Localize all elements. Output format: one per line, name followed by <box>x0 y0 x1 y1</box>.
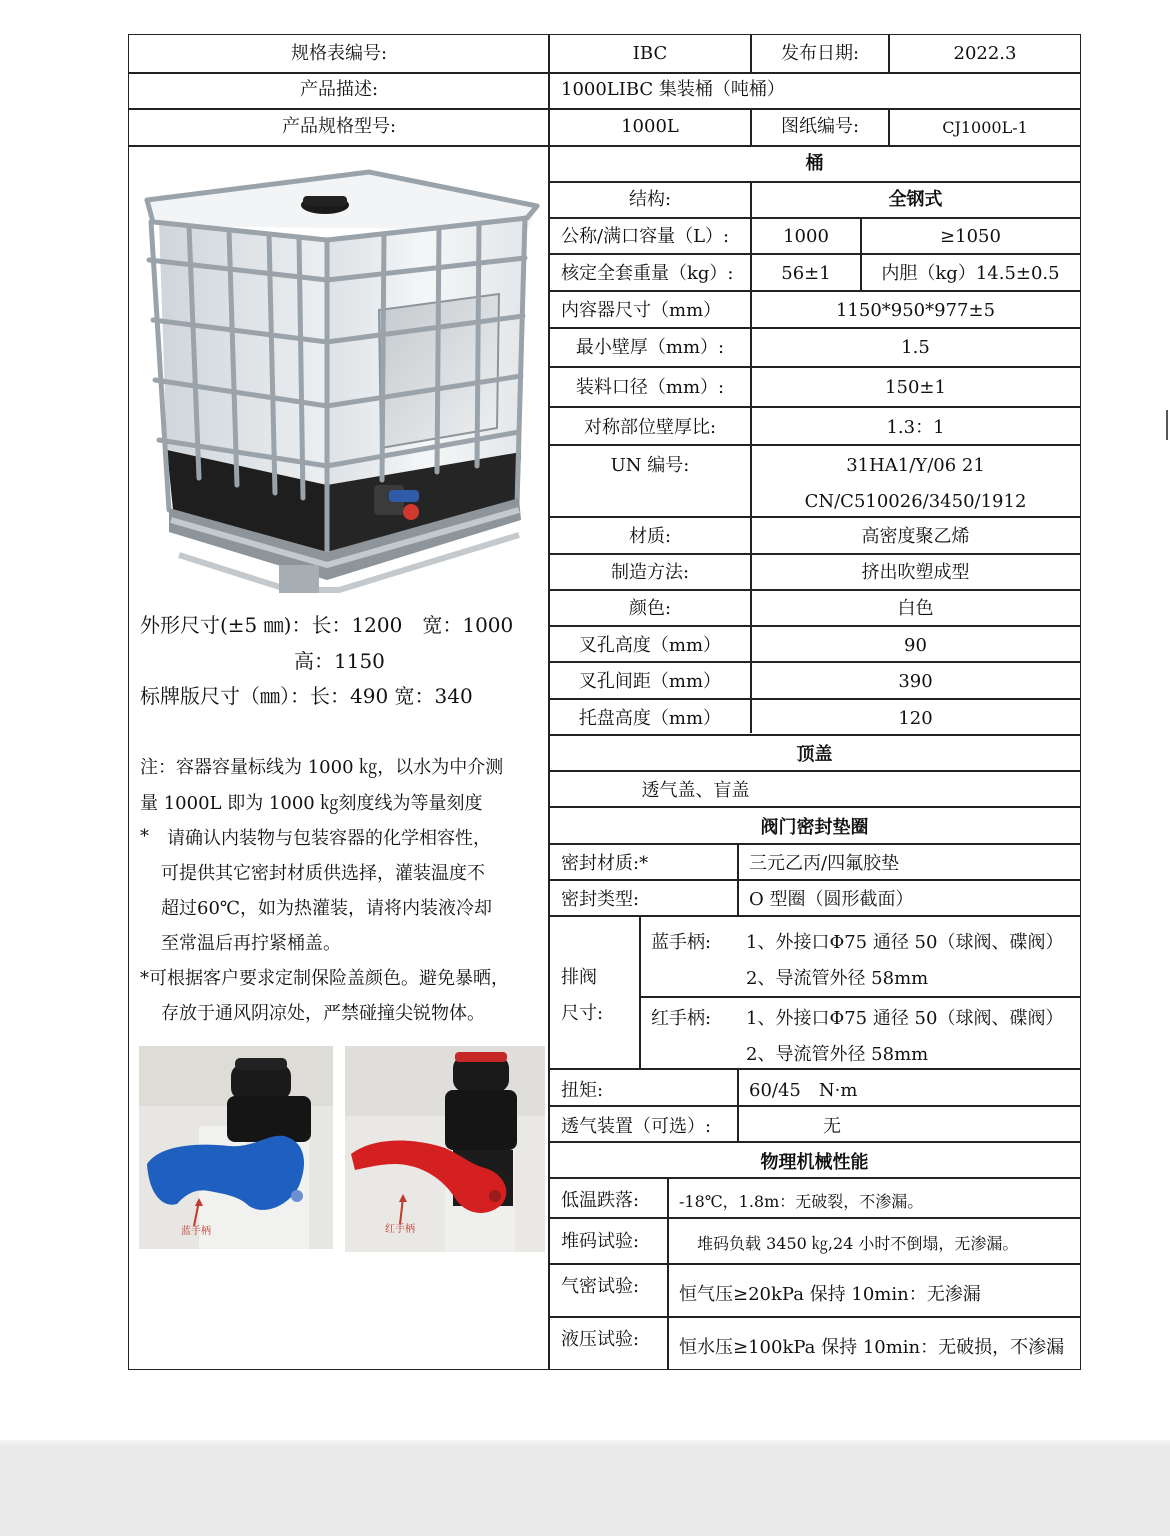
un-number-value-1: 31HA1/Y/06 21 <box>846 455 985 476</box>
port-diameter-value: 150±1 <box>885 377 946 398</box>
blue-handle-caption: 蓝手柄 <box>181 1226 211 1237</box>
note-line-2: 量 1000L 即为 1000 ㎏刻度线为等量刻度 <box>140 793 483 814</box>
blue-handle-label: 蓝手柄: <box>651 932 712 953</box>
seal-type-label: 密封类型: <box>561 889 640 910</box>
blue-handle-valve-photo <box>139 1046 333 1249</box>
note-line-7: *可根据客户要求定制保险盖颜色。避免暴晒， <box>140 968 509 989</box>
color-value: 白色 <box>897 598 934 619</box>
drawing-no-label: 图纸编号: <box>780 116 860 137</box>
drop-test-label: 低温跌落: <box>561 1190 640 1211</box>
physical-section-title: 物理机械性能 <box>760 1152 869 1173</box>
material-label: 材质: <box>628 526 672 547</box>
material-value: 高密度聚乙烯 <box>861 526 970 547</box>
product-desc-label: 产品描述: <box>299 79 379 100</box>
method-label: 制造方法: <box>610 562 690 583</box>
red-handle-label: 红手柄: <box>651 1008 712 1029</box>
product-desc-value: 1000LIBC 集装桶（吨桶） <box>561 79 785 100</box>
spec-no-value: IBC <box>632 43 668 64</box>
weight-value: 56±1 <box>781 263 831 284</box>
blue-handle-spec-1: 1、外接口Φ75 通径 50（球阀、碟阀） <box>746 932 1064 953</box>
outer-height-line: 高：1150 <box>294 649 385 673</box>
structure-value: 全钢式 <box>888 189 943 210</box>
red-handle-caption: 红手柄 <box>385 1224 415 1235</box>
red-handle-valve-photo <box>345 1046 545 1252</box>
pallet-height-value: 120 <box>898 708 933 729</box>
model-label: 产品规格型号: <box>281 116 397 137</box>
drawing-no-value: CJ1000L-1 <box>942 118 1028 137</box>
thickness-ratio-label: 对称部位壁厚比: <box>583 417 717 438</box>
seal-material-value: 三元乙丙/四氟胶垫 <box>749 853 900 874</box>
wall-thickness-value: 1.5 <box>901 337 930 358</box>
blue-handle-spec-2: 2、导流管外径 58mm <box>746 968 929 989</box>
note-line-3: 请确认内装物与包装容器的化学相容性， <box>167 828 491 849</box>
capacity-nominal: 1000 <box>783 226 829 247</box>
ibc-tank-photo <box>139 160 541 598</box>
torque-value: 60/45 N·m <box>749 1080 858 1101</box>
release-date-value: 2022.3 <box>953 43 1017 64</box>
note-line-4: 可提供其它密封材质供选择，灌装温度不 <box>161 863 485 884</box>
nameplate-size-line: 标牌版尺寸（㎜）：长：490 宽：340 <box>140 684 473 708</box>
seal-material-label: 密封材质:* <box>561 853 649 874</box>
seal-type-value: O 型圈（圆形截面） <box>749 889 914 910</box>
spec-no-label: 规格表编号: <box>290 43 388 64</box>
port-diameter-label: 装料口径（mm）: <box>575 377 725 398</box>
fork-spacing-value: 390 <box>898 671 933 692</box>
weight-label: 核定全套重量（kg）: <box>561 263 734 284</box>
capacity-full: ≥1050 <box>940 226 1001 247</box>
scroll-marker <box>1166 410 1168 440</box>
un-number-value-2: CN/C510026/3450/1912 <box>804 491 1027 512</box>
capacity-label: 公称/满口容量（L）: <box>561 226 730 247</box>
thickness-ratio-value: 1.3：1 <box>886 417 945 438</box>
barrel-section-title: 桶 <box>805 153 824 174</box>
model-value: 1000L <box>621 116 679 137</box>
torque-label: 扭矩: <box>561 1080 604 1101</box>
wall-thickness-label: 最小壁厚（mm）: <box>575 337 725 358</box>
stack-test-label: 堆码试验: <box>561 1231 640 1252</box>
valve-section-title: 阀门密封垫圈 <box>760 817 869 838</box>
fork-height-value: 90 <box>904 635 927 656</box>
fork-height-label: 叉孔高度（mm） <box>578 635 722 656</box>
stack-test-value: 堆码负载 3450 ㎏,24 小时不倒塌，无渗漏。 <box>697 1234 1019 1253</box>
cap-value: 透气盖、盲盖 <box>641 780 750 801</box>
note-line-5: 超过60℃，如为热灌装，请将内装液冷却 <box>161 898 493 919</box>
vent-label: 透气装置（可选）: <box>561 1116 712 1137</box>
cap-section-title: 顶盖 <box>796 744 833 765</box>
vent-value: 无 <box>823 1116 841 1137</box>
inner-size-label: 内容器尺寸（mm） <box>561 300 722 321</box>
red-handle-spec-2: 2、导流管外径 58mm <box>746 1044 929 1065</box>
note-star: * <box>140 826 149 847</box>
hydro-test-label: 液压试验: <box>561 1329 640 1350</box>
outer-dimensions-line: 外形尺寸(±5 ㎜)：长：1200 宽：1000 <box>140 613 514 637</box>
note-line-8: 存放于通风阴凉处，严禁碰撞尖锐物体。 <box>161 1003 485 1024</box>
method-value: 挤出吹塑成型 <box>861 562 970 583</box>
note-line-1: 注：容器容量标线为 1000 ㎏，以水为中介测 <box>140 757 504 778</box>
viewer-background <box>0 1446 1170 1536</box>
liner-weight-value: 内胆（kg）14.5±0.5 <box>881 263 1060 284</box>
note-line-6: 至常温后再拧紧桶盖。 <box>161 933 341 954</box>
outlet-size-label-1: 排阀 <box>561 967 597 988</box>
pallet-height-label: 托盘高度（mm） <box>578 708 722 729</box>
fork-spacing-label: 叉孔间距（mm） <box>578 671 722 692</box>
air-test-value: 恒气压≥20kPa 保持 10min：无渗漏 <box>679 1284 981 1305</box>
structure-label: 结构: <box>628 189 672 210</box>
red-handle-spec-1: 1、外接口Φ75 通径 50（球阀、碟阀） <box>746 1008 1064 1029</box>
color-label: 颜色: <box>628 598 672 619</box>
un-number-label: UN 编号: <box>610 455 690 476</box>
drop-test-value: -18℃，1.8m：无破裂，不渗漏。 <box>679 1192 924 1211</box>
inner-size-value: 1150*950*977±5 <box>835 300 996 321</box>
hydro-test-value: 恒水压≥100kPa 保持 10min：无破损，不渗漏 <box>679 1337 1065 1358</box>
air-test-label: 气密试验: <box>561 1276 640 1297</box>
release-date-label: 发布日期: <box>780 43 860 64</box>
outlet-size-label-2: 尺寸: <box>561 1003 604 1024</box>
